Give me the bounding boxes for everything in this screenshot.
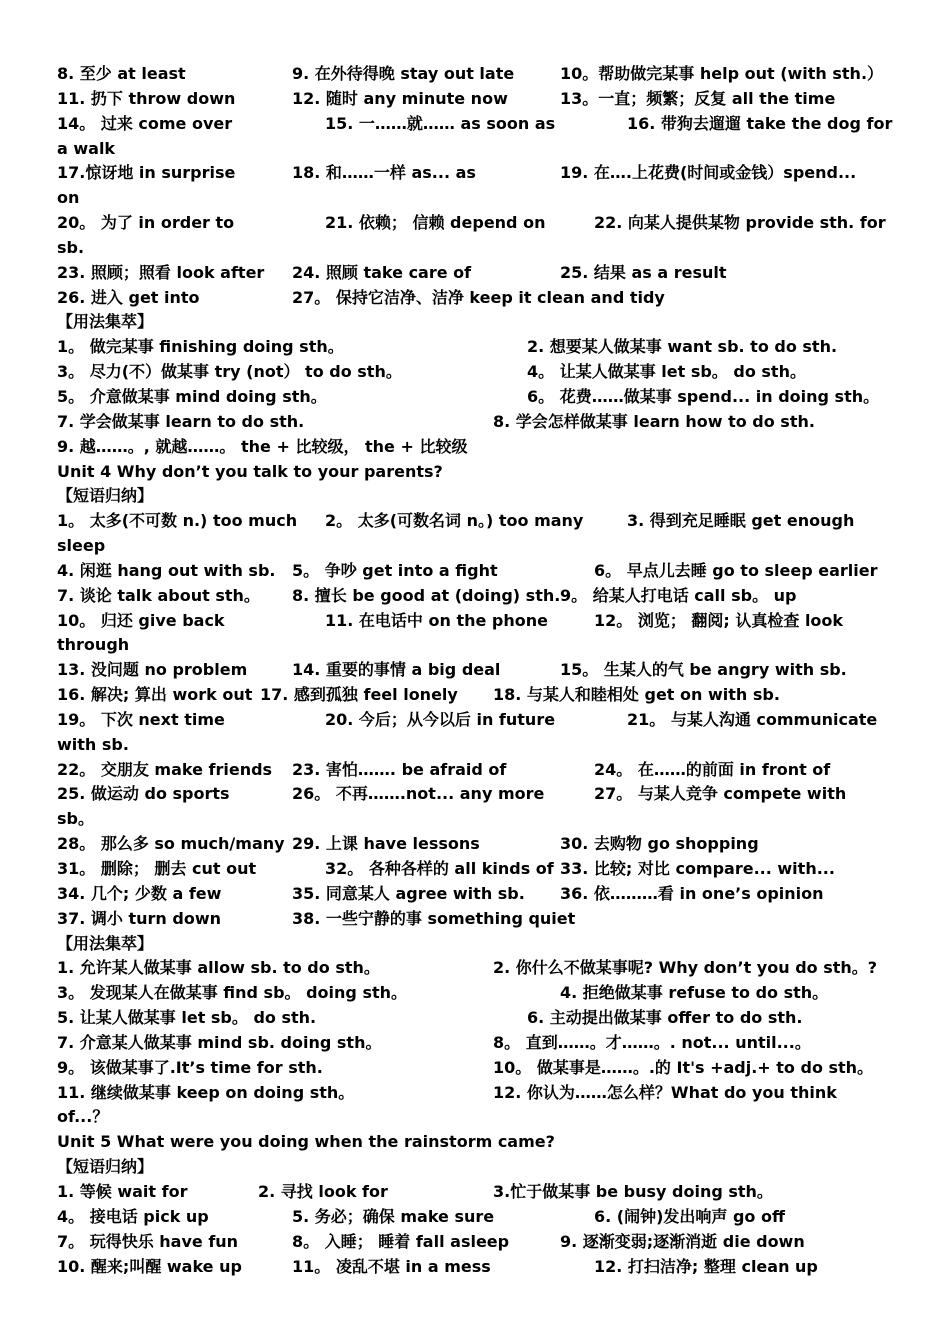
text-line bbox=[57, 981, 893, 1006]
text-segment: sleep bbox=[57, 536, 106, 556]
text-line bbox=[57, 211, 893, 236]
text-segment: 37. 调小 turn down bbox=[57, 908, 221, 928]
text-segment: 5。 争吵 get into a fight bbox=[292, 560, 498, 580]
text-segment: 1。 做完某事 finishing doing sth。 bbox=[57, 337, 344, 357]
text-segment: 7. 谈论 talk about sth。 bbox=[57, 585, 260, 605]
text-segment: 24. 照顾 take care of bbox=[292, 262, 472, 282]
text-line bbox=[57, 1081, 893, 1106]
text-segment: 8. 学会怎样做某事 learn how to do sth. bbox=[493, 411, 815, 431]
text-line bbox=[57, 1155, 893, 1180]
text-segment: 12. 你认为……怎么样？What do you think bbox=[493, 1082, 837, 1102]
text-segment: 8. 至少 at least bbox=[57, 64, 186, 83]
text-segment: 25. 结果 as a result bbox=[560, 262, 727, 282]
text-segment: 21. 依赖； 信赖 depend on bbox=[325, 213, 546, 233]
text-segment: 23. 害怕……. be afraid of bbox=[292, 759, 507, 779]
text-segment: 3。 发现某人在做某事 find sb。 doing sth。 bbox=[57, 983, 408, 1003]
text-segment: 26。 不再…….not... any more bbox=[292, 784, 545, 804]
text-segment: Unit 4 Why don’t you talk to your parents? bbox=[57, 461, 443, 481]
text-segment: 2. 你什么不做某事呢? Why don’t you do sth。? bbox=[493, 958, 878, 978]
text-line bbox=[57, 137, 893, 162]
text-line bbox=[57, 310, 893, 335]
text-segment: 7. 介意某人做某事 mind sb. doing sth。 bbox=[57, 1032, 382, 1052]
text-segment: 【用法集萃】 bbox=[57, 312, 154, 332]
text-segment: 8。 直到……。才……。. not... until...。 bbox=[493, 1032, 811, 1052]
text-segment: 15. 一……就…… as soon as bbox=[325, 113, 556, 133]
text-segment: 【短语归纳】 bbox=[57, 1157, 154, 1177]
text-line bbox=[57, 484, 893, 509]
text-line bbox=[57, 832, 893, 857]
text-segment: 10。帮助做完某事 help out (with sth.） bbox=[560, 64, 884, 83]
text-segment: 21。 与某人沟通 communicate bbox=[627, 709, 878, 729]
text-line bbox=[57, 882, 893, 907]
text-segment: 35. 同意某人 agree with sb. bbox=[292, 883, 525, 903]
text-segment: 20。 为了 in order to bbox=[57, 213, 235, 233]
text-line bbox=[57, 1105, 893, 1130]
text-segment: 36. 依………看 in one’s opinion bbox=[560, 883, 824, 903]
text-line bbox=[57, 782, 893, 807]
text-segment: 6. 主动提出做某事 offer to do sth. bbox=[527, 1008, 803, 1028]
text-line bbox=[57, 186, 893, 211]
text-segment: 11。 凌乱不堪 in a mess bbox=[292, 1256, 491, 1276]
text-segment: 12. 随时 any minute now bbox=[292, 88, 508, 108]
text-segment: 6. (闹钟)发出响声 go off bbox=[594, 1206, 785, 1226]
text-segment: 9。 给某人打电话 call sb。 up bbox=[560, 585, 797, 605]
text-segment: 10。 做某事是……。.的 It's +adj.+ to do sth。 bbox=[493, 1057, 874, 1077]
text-segment: 22. 向某人提供某物 provide sth. for bbox=[594, 213, 886, 233]
text-line bbox=[57, 857, 893, 882]
text-segment: Unit 5 What were you doing when the rainstorm came? bbox=[57, 1132, 555, 1152]
text-segment: 34. 几个; 少数 a few bbox=[57, 883, 222, 903]
text-line bbox=[57, 807, 893, 832]
text-segment: 38. 一些宁静的事 something quiet bbox=[292, 908, 576, 928]
text-segment: 10。 归还 give back bbox=[57, 610, 225, 630]
text-segment: 6。 早点儿去睡 go to sleep earlier bbox=[594, 560, 878, 580]
text-segment: 9。 该做某事了.It’s time for sth. bbox=[57, 1057, 323, 1077]
text-line bbox=[57, 658, 893, 683]
text-segment: 10. 醒来;叫醒 wake up bbox=[57, 1256, 242, 1276]
text-segment: 5. 务必；确保 make sure bbox=[292, 1206, 495, 1226]
text-segment: sb。 bbox=[57, 809, 94, 829]
text-segment: a walk bbox=[57, 138, 116, 158]
text-segment: 13. 没问题 no problem bbox=[57, 660, 248, 680]
text-line bbox=[57, 1056, 893, 1081]
text-line bbox=[57, 733, 893, 758]
text-line bbox=[57, 435, 893, 460]
text-segment: 11. 在电话中 on the phone bbox=[325, 610, 548, 630]
text-line bbox=[57, 1180, 893, 1205]
text-segment: 25. 做运动 do sports bbox=[57, 784, 230, 804]
text-line bbox=[57, 1205, 893, 1230]
text-segment: 29. 上课 have lessons bbox=[292, 834, 480, 854]
text-segment: 23. 照顾；照看 look after bbox=[57, 262, 265, 282]
text-segment: 16. 带狗去遛遛 take the dog for bbox=[627, 113, 893, 133]
text-segment: 3。 尽力(不）做某事 try (not） to do sth。 bbox=[57, 362, 402, 382]
text-segment: 17.惊讶地 in surprise bbox=[57, 163, 236, 183]
text-line bbox=[57, 385, 893, 410]
text-segment: 30. 去购物 go shopping bbox=[560, 834, 759, 854]
text-segment: 17. 感到孤独 feel lonely bbox=[260, 685, 458, 705]
text-segment: 9. 在外待得晚 stay out late bbox=[292, 64, 515, 83]
text-segment: 19. 在….上花费(时间或金钱）spend... bbox=[560, 163, 857, 183]
text-line bbox=[57, 758, 893, 783]
text-line bbox=[57, 410, 893, 435]
text-segment: 4。 接电话 pick up bbox=[57, 1206, 209, 1226]
text-segment: 15。 生某人的气 be angry with sb. bbox=[560, 660, 847, 680]
text-segment: 28。 那么多 so much/many bbox=[57, 834, 285, 854]
text-segment: 4. 闲逛 hang out with sb. bbox=[57, 560, 276, 580]
text-segment: 31。 删除； 删去 cut out bbox=[57, 859, 257, 878]
text-line bbox=[57, 335, 893, 360]
text-segment: 【用法集萃】 bbox=[57, 933, 154, 953]
text-line bbox=[57, 460, 893, 485]
text-line bbox=[57, 1230, 893, 1255]
text-segment: 6。 花费……做某事 spend... in doing sth。 bbox=[527, 386, 880, 406]
document-page bbox=[57, 62, 893, 1279]
text-line bbox=[57, 584, 893, 609]
text-line bbox=[57, 261, 893, 286]
text-line bbox=[57, 62, 893, 87]
text-segment: 16. 解决; 算出 work out bbox=[57, 685, 253, 705]
text-segment: 7。 玩得快乐 have fun bbox=[57, 1231, 239, 1251]
text-segment: 8. 擅长 be good at (doing) sth. bbox=[292, 585, 561, 605]
text-segment: 8。 入睡； 睡着 fall asleep bbox=[292, 1231, 510, 1251]
text-line bbox=[57, 609, 893, 634]
text-line bbox=[57, 87, 893, 112]
text-segment: 27。 与某人竞争 compete with bbox=[594, 784, 847, 804]
text-segment: 14。 过来 come over bbox=[57, 113, 233, 133]
text-segment: through bbox=[57, 635, 130, 655]
text-line bbox=[57, 956, 893, 981]
text-segment: 2. 寻找 look for bbox=[258, 1181, 388, 1201]
text-line bbox=[57, 1031, 893, 1056]
text-line bbox=[57, 161, 893, 186]
text-segment: 20. 今后；从今以后 in future bbox=[325, 709, 556, 729]
text-segment: 9. 逐渐变弱;逐渐消逝 die down bbox=[560, 1231, 805, 1251]
text-line bbox=[57, 683, 893, 708]
text-segment: on bbox=[57, 188, 80, 208]
text-segment: 9. 越……。, 就越……。 the + 比较级， the + 比较级 bbox=[57, 436, 468, 456]
text-line bbox=[57, 360, 893, 385]
text-segment: 5。 介意做某事 mind doing sth。 bbox=[57, 386, 327, 406]
text-segment: 5. 让某人做某事 let sb。 do sth. bbox=[57, 1008, 317, 1028]
text-segment: 1。 太多(不可数 n.) too much bbox=[57, 511, 298, 531]
text-segment: 2。 太多(可数名词 n。) too many bbox=[325, 511, 584, 531]
text-line bbox=[57, 559, 893, 584]
text-segment: of...？ bbox=[57, 1107, 109, 1127]
text-segment: 12. 打扫洁净; 整理 clean up bbox=[594, 1256, 818, 1276]
text-segment: 24。 在……的前面 in front of bbox=[594, 759, 831, 779]
text-segment: 33. 比较; 对比 compare... with... bbox=[560, 859, 835, 878]
text-line bbox=[57, 112, 893, 137]
text-line bbox=[57, 1255, 893, 1280]
text-segment: 18. 与某人和睦相处 get on with sb. bbox=[493, 685, 780, 705]
text-line bbox=[57, 286, 893, 311]
text-line bbox=[57, 1006, 893, 1031]
text-segment: 12。 浏览； 翻阅; 认真检查 look bbox=[594, 610, 844, 630]
text-segment: 13。一直；频繁；反复 all the time bbox=[560, 88, 836, 108]
text-line bbox=[57, 708, 893, 733]
text-segment: 22。 交朋友 make friends bbox=[57, 759, 273, 779]
text-line bbox=[57, 509, 893, 534]
text-line bbox=[57, 932, 893, 957]
text-segment: 【短语归纳】 bbox=[57, 486, 154, 506]
text-segment: 3.忙于做某事 be busy doing sth。 bbox=[493, 1181, 773, 1201]
text-segment: 4. 拒绝做某事 refuse to do sth。 bbox=[560, 983, 829, 1003]
text-segment: 19。 下次 next time bbox=[57, 709, 225, 729]
text-segment: 11. 继续做某事 keep on doing sth。 bbox=[57, 1082, 355, 1102]
text-segment: 27。 保持它洁净、洁净 keep it clean and tidy bbox=[292, 287, 665, 307]
text-segment: 7. 学会做某事 learn to do sth. bbox=[57, 411, 305, 431]
text-line bbox=[57, 633, 893, 658]
text-segment: 2. 想要某人做某事 want sb. to do sth. bbox=[527, 337, 838, 357]
text-segment: 3. 得到充足睡眠 get enough bbox=[627, 511, 855, 531]
text-line bbox=[57, 907, 893, 932]
text-segment: 4。 让某人做某事 let sb。 do sth。 bbox=[527, 362, 806, 382]
text-line bbox=[57, 236, 893, 261]
text-segment: 11. 扔下 throw down bbox=[57, 88, 236, 108]
text-segment: 1. 允许某人做某事 allow sb. to do sth。 bbox=[57, 958, 380, 978]
text-segment: 14. 重要的事情 a big deal bbox=[292, 660, 501, 680]
text-segment: 1. 等候 wait for bbox=[57, 1181, 188, 1201]
text-segment: 26. 进入 get into bbox=[57, 287, 200, 307]
text-segment: sb. bbox=[57, 237, 85, 257]
text-line bbox=[57, 534, 893, 559]
text-segment: 32。 各种各样的 all kinds of bbox=[325, 859, 554, 878]
text-segment: with sb. bbox=[57, 734, 129, 754]
text-segment: 18. 和……一样 as... as bbox=[292, 163, 476, 183]
text-line bbox=[57, 1130, 893, 1155]
